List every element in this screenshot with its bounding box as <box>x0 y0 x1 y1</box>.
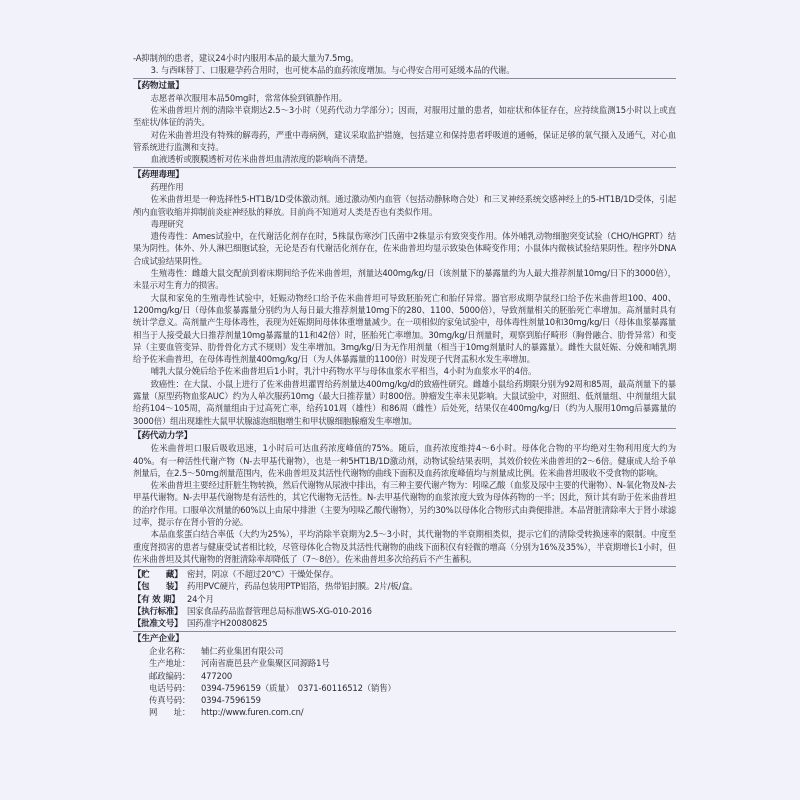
address-row <box>149 657 676 669</box>
section-heading: 【药理毒理】 <box>133 169 184 180</box>
field-value: 国家食品药品监督管理总局标准WS-XG-010-2016 <box>187 606 372 617</box>
divider <box>133 428 676 429</box>
section-paragraph: 生殖毒性：雌雄大鼠交配前到着床期间给予佐米曲普坦，剂量达400mg/kg/日（该剂量下的暴露量约为人最大推荐剂量10mg/日下的3000倍），未显示对生育力的损害。 <box>133 268 676 291</box>
field-value: 密封，阴凉（不超过20℃）干燥处保存。 <box>187 569 339 580</box>
field-approval-number <box>133 617 676 629</box>
postcode-row <box>149 670 676 682</box>
website-row <box>149 706 676 718</box>
intro-paragraph: 3. 与西咪替丁、口服避孕药合用时，也可使本品的血药浓度增加。与心得安合用可延缓本品的代谢。 <box>150 65 515 76</box>
section-heading: 【药物过量】 <box>133 80 184 91</box>
divider <box>133 167 676 168</box>
field-label: 【批准文号】 <box>133 618 183 629</box>
row-label: 生产地址： <box>149 658 191 669</box>
section-paragraph: 佐米曲普坦主要经过肝脏生物转换，然后代谢物从尿液中排出，有三种主要代谢产物为：吲哚乙酸（血浆及尿中主要的代谢物）、N-氧化物及N-去甲基代谢物。N-去甲基代谢物是有活性的，其它代谢物无活性。N-去甲基代谢物的血浆浓度大致为母体药物的一半；因此，预计其有助于佐米曲普坦的治疗作用。口服单次剂量的60%以上由尿中排泄（主要为吲哚乙酸代谢物），另约30%以母体化合物形式由粪便排泄。本品肾脏清除率大于肾小球滤过率，提示存在肾小管的分泌。 <box>133 480 676 527</box>
phone-row <box>149 682 676 694</box>
section-paragraph: 佐米曲普坦口服后吸收迅速，1小时后可达血药浓度峰值的75%。随后，血药浓度维持4～6小时。母体化合物的平均绝对生物利用度大约为40%。有一种活性代谢产物（N-去甲基代谢物），也是一种5HT1B/1D激动剂，动物试验结果表明，其效价较佐米曲普坦的2～6倍。健康成人给予单剂量后，在2.5～50mg剂量范围内，佐米曲普坦及其活性代谢物的曲线下面积及血药浓度峰值均与剂量成比例。佐米曲普坦吸收不受食物的影响。 <box>133 443 676 478</box>
field-shelf-life <box>133 593 676 605</box>
field-label: 【贮 藏】 <box>133 569 183 580</box>
toxicology-section <box>133 169 676 427</box>
field-label: 【执行标准】 <box>133 606 183 617</box>
field-value: 24个月 <box>187 593 214 604</box>
divider <box>133 631 676 632</box>
row-label: 邮政编码： <box>149 670 191 681</box>
field-value: 国药准字H20080825 <box>187 618 268 629</box>
section-heading: 【生产企业】 <box>133 633 184 644</box>
field-storage <box>133 568 676 580</box>
row-label: 电话号码： <box>149 682 191 693</box>
section-paragraph: 药理作用 <box>150 181 184 192</box>
section-paragraph: 哺乳大鼠分娩后给予佐米曲普坦后1小时，乳汁中药物水平与母体血浆水平相当，4小时为血浆水平的4倍。 <box>150 366 537 377</box>
section-paragraph: 致癌性：在大鼠、小鼠上进行了佐米曲普坦灌胃给药剂量达400mg/kg/d的致癌性研究。雌雄小鼠给药期限分别为92周和85周，最高剂量下的暴露量（原型药物血浆AUC）约为人单次服药10mg（最大日推荐量）时800倍。肿瘤发生率未见影响。大鼠试验中，对照组、低剂量组、中剂量组大鼠给药104～105周，高剂量组由于过高死亡率，给药101周（雄性）和86周（雌性）后处死，结果仅在400mg/kg/日（约为人服用10mg后暴露量的3000倍）组出现雄性大鼠甲状腺滤泡细胞增生和甲状腺细胞腺瘤发生率增加。 <box>133 378 676 426</box>
field-label: 【包 装】 <box>133 581 183 592</box>
section-paragraph: 大鼠和家兔的生殖毒性试验中，妊娠动物经口给予佐米曲普坦可导致胚胎死亡和胎仔异常。器官形成期孕鼠经口给予佐米曲普坦100、400、1200mg/kg/日（母体血浆暴露量分别约为人每日最大推荐剂量10mg下的280、1100、5000倍），导致剂量相关的胚胎死亡率增加。高剂量时具有统计学意义。高剂量产生母体毒性，表现为妊娠期间母体体重增量减少。在一项相似的家兔试验中，母体毒性剂量10和30mg/kg/日（母体血浆暴露量相当于人接受最大日推荐剂量10mg暴露量的11和42倍）时，胚胎死亡率增加。30mg/kg/日剂量时，观察到胎仔畸形（胸骨融合、肋骨异常）和变异（主要血管变异、肋骨骨化方式不规则）发生率增加。3mg/kg/日为无作用剂量（相当于10mg剂量时人的暴露量）。雌性大鼠妊娠、分娩和哺乳期给予佐米曲普坦，在母体毒性剂量400mg/kg/日（为人体暴露量的1100倍）时发现子代肾盂积水发生率增加。 <box>133 292 676 365</box>
company-name-row <box>149 645 676 657</box>
section-paragraph: 志愿者单次服用本品50mg时，常常体验到镇静作用。 <box>150 92 347 103</box>
row-value: 辅仁药业集团有限公司 <box>201 645 284 656</box>
pharmacokinetics-section <box>133 430 676 565</box>
field-value: 药用PVC硬片，药品包装用PTP铝箔，热带铝封膜。2片/板/盒。 <box>187 581 418 592</box>
section-paragraph: 毒理研究 <box>150 218 184 229</box>
field-packaging <box>133 580 676 592</box>
info-fields <box>133 568 676 629</box>
row-value: 河南省鹿邑县产业集聚区同源路1号 <box>201 658 330 669</box>
row-label: 企业名称： <box>149 645 191 656</box>
overdose-section <box>133 80 676 166</box>
section-heading: 【药代动力学】 <box>133 430 193 441</box>
row-value: 0394-7596159（质量） 0371-60116512（销售） <box>201 682 396 693</box>
intro-paragraph: -A抑制剂的患者，建议24小时内服用本品的最大量为7.5mg。 <box>133 53 359 63</box>
divider <box>133 78 676 79</box>
manufacturer-section <box>133 633 676 719</box>
field-label: 【有 效 期】 <box>133 593 180 604</box>
section-paragraph: 血液透析或腹膜透析对佐米曲普坦血清浓度的影响尚不清楚。 <box>150 154 373 165</box>
field-standard <box>133 605 676 617</box>
insert-text-body <box>133 52 676 719</box>
row-label: 网 址： <box>149 707 191 718</box>
section-paragraph: 遗传毒性：Ames试验中，在代谢活化剂存在时，5株鼠伤寒沙门氏菌中2株显示有致突变作用。体外哺乳动物细胞突变试验（CHO/HGPRT）结果为阴性。体外、外人淋巴细胞试验，无论是否有代谢活化剂存在，佐米曲普坦均显示致染色体畸变作用；小鼠体内微核试验结果阴性。程序外DNA合成试验结果阴性。 <box>133 231 676 266</box>
section-paragraph: 本品血浆蛋白结合率低（大约为25%），平均消除半衰期为2.5～3小时，其代谢物的半衰期相类似，提示它们的清除受转换速率的限制。中度至重度肾损害的患者与健康受试者相比较，尽管母体化合物及其活性代谢物的曲线下面积仅有轻微的增高（分别为16%及35%），半衰期增长1小时，但佐米曲普坦及其代谢物的肾脏清除率却降低了（7～8倍）。佐米曲普坦多次给药后不产生蓄积。 <box>133 529 676 564</box>
row-value: 0394-7596159 <box>201 695 261 706</box>
divider <box>133 566 676 567</box>
fax-row <box>149 694 676 706</box>
row-label: 传真号码： <box>149 695 191 706</box>
section-paragraph: 对佐米曲普坦没有特殊的解毒药，严重中毒病例，建议采取监护措施，包括建立和保持患者呼吸道的通畅，保证足够的氧气摄入及通气，对心血管系统进行监测和支持。 <box>133 129 676 153</box>
section-paragraph: 佐米曲普坦片剂的清除半衰期达2.5～3小时（见药代动力学部分）；因而，对服用过量的患者，如症状和体征存在，应持续监测15小时以上或直至症状/体征的消失。 <box>133 105 676 128</box>
row-value: http://www.furen.com.cn/ <box>201 707 304 718</box>
section-paragraph: 佐米曲普坦是一种选择性5-HT1B/1D受体激动剂。通过激动颅内血管（包括动静脉吻合处）和三叉神经系统交感神经上的5-HT1B/1D受体，引起颅内血管收缩并抑制前炎症神经肽的释放。目前尚不知道对人类是否也有类似作用。 <box>133 194 676 217</box>
row-value: 477200 <box>201 670 233 681</box>
